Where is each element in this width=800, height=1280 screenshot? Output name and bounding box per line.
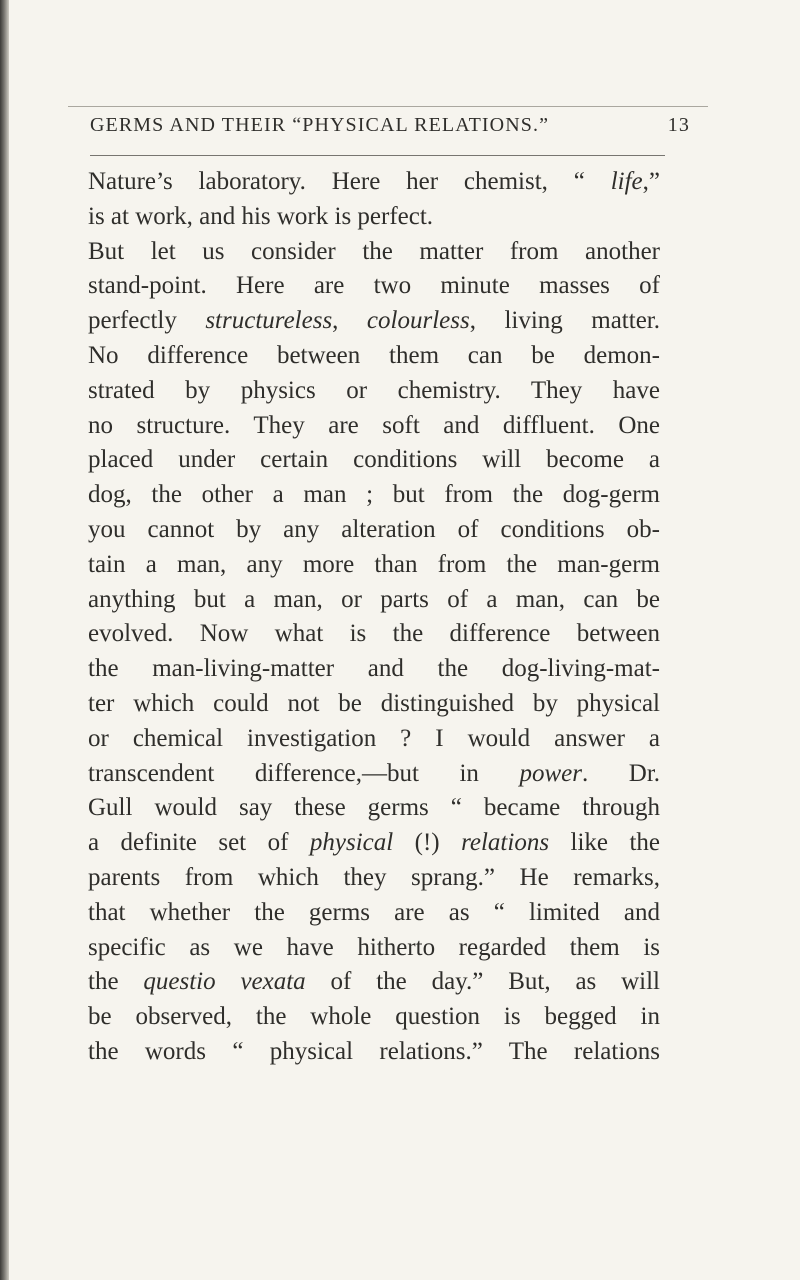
running-title: GERMS AND THEIR “PHYSICAL RELATIONS.” (90, 114, 550, 136)
top-rule (68, 106, 708, 107)
text-line (88, 304, 660, 339)
text-run: no structure. They are soft and diffluent. One (88, 411, 660, 439)
text-run: like the (549, 829, 660, 857)
text-run: No difference between them can be demon- (88, 341, 660, 369)
text-line (88, 826, 660, 861)
page-number: 13 (667, 114, 690, 136)
text-line (88, 687, 660, 722)
text-line (88, 478, 660, 513)
text-run: the man-living-matter and the dog-living-mat- (88, 655, 660, 683)
text-run: Nature’s laboratory. Here her chemist, “ (88, 168, 611, 195)
text-run: the (88, 968, 144, 996)
text-run: , living matter. (469, 307, 660, 335)
text-line (88, 513, 660, 548)
text-line (88, 583, 660, 618)
text-line (88, 965, 660, 1000)
text-run: or chemical investigation ? I would answer a (88, 724, 660, 752)
italic-run: physical (309, 829, 394, 857)
text-run: is at work, and his work is perfect. (88, 202, 434, 230)
italic-run: life (610, 168, 643, 195)
italic-run: colourless (366, 307, 470, 335)
text-run: that whether the germs are as “ limited and (88, 898, 660, 926)
text-line (88, 409, 660, 444)
text-run: . Dr. (581, 759, 661, 787)
text-run: ter which could not be distinguished by physical (88, 689, 660, 717)
italic-run: relations (461, 829, 550, 857)
italic-run: power (519, 759, 582, 787)
text-line (88, 931, 660, 966)
text-run: parents from which they sprang.” He remarks, (88, 863, 660, 891)
text-run: the words “ physical relations.” The relations (88, 1037, 660, 1065)
text-line (88, 861, 660, 896)
text-line (88, 269, 660, 304)
text-run: transcendent difference,—but in (88, 759, 520, 787)
text-line (88, 652, 660, 687)
text-line (88, 1035, 660, 1070)
text-run: of the day.” But, as will (305, 968, 660, 996)
text-line (88, 791, 660, 826)
text-run: tain a man, any more than from the man-germ (88, 550, 660, 578)
text-run: , (332, 307, 367, 335)
text-run: a definite set of (88, 829, 310, 857)
body-text (88, 165, 660, 1070)
text-line (88, 339, 660, 374)
text-run: specific as we have hitherto regarded them is (88, 933, 660, 961)
text-run: evolved. Now what is the difference between (88, 620, 660, 648)
text-run: Gull would say these germs “ became through (88, 794, 660, 822)
text-run: ,” (642, 168, 660, 195)
italic-run: questio vexata (143, 968, 306, 996)
text-line (88, 165, 660, 200)
text-run: stand-point. Here are two minute masses of (88, 272, 660, 300)
text-line (88, 548, 660, 583)
text-run: dog, the other a man ; but from the dog-germ (88, 481, 660, 509)
text-line (88, 374, 660, 409)
text-run: strated by physics or chemistry. They have (88, 376, 660, 404)
text-line (88, 200, 660, 235)
book-spine-shadow (0, 0, 9, 1280)
header-rule (90, 155, 665, 156)
text-run: you cannot by any alteration of conditions ob- (88, 515, 660, 543)
text-run: (!) (393, 829, 462, 857)
italic-run: structureless (205, 307, 333, 335)
text-run: perfectly (88, 307, 206, 335)
running-header (90, 114, 690, 154)
text-line (88, 617, 660, 652)
text-line (88, 443, 660, 478)
text-line (88, 235, 660, 270)
text-line (88, 757, 660, 792)
text-run: be observed, the whole question is begged in (88, 1003, 660, 1031)
text-line (88, 1000, 660, 1035)
text-run: placed under certain conditions will become a (88, 446, 660, 474)
text-run: But let us consider the matter from another (88, 237, 660, 265)
text-line (88, 896, 660, 931)
text-run: anything but a man, or parts of a man, can be (88, 585, 660, 613)
text-line (88, 722, 660, 757)
